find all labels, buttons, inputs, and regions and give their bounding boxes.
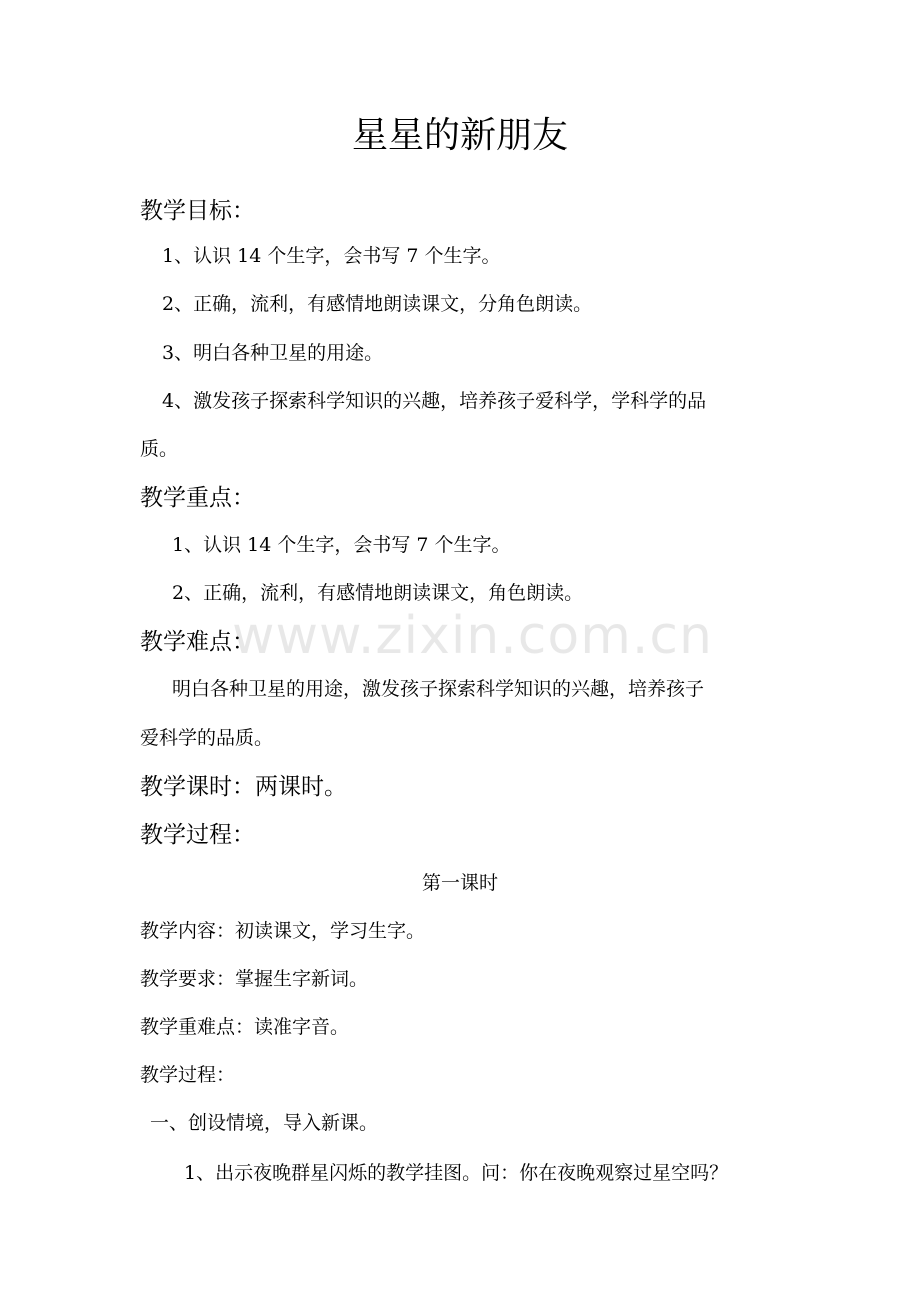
- lesson-subtitle: 第一课时: [421, 872, 498, 894]
- watermark: www.zixin.com.cn: [232, 606, 713, 666]
- difficulties-line-1: 明白各种卫星的用途，激发孩子探索科学知识的兴趣，培养孩子: [172, 678, 705, 700]
- keypoint-item-1: 1、认识 14 个生字，会书写 7 个生字。: [172, 534, 511, 556]
- objective-item-2: 2、正确，流利，有感情地朗读课文，分角色朗读。: [162, 293, 593, 315]
- difficulties-line-2: 爱科学的品质。: [140, 727, 274, 749]
- lesson-step-1: 一、创设情境，导入新课。: [150, 1112, 379, 1134]
- lesson-key-difficulty: 教学重难点：读准字音。: [140, 1016, 350, 1038]
- keypoints-heading: 教学重点：: [140, 485, 255, 511]
- objective-item-4: 4、激发孩子探索科学知识的兴趣，培养孩子爱科学，学科学的品: [162, 390, 707, 412]
- process-heading: 教学过程：: [140, 822, 255, 848]
- difficulties-heading: 教学难点：: [140, 629, 255, 655]
- objective-item-3: 3、明白各种卫星的用途。: [162, 342, 384, 364]
- keypoint-item-2: 2、正确，流利，有感情地朗读课文，角色朗读。: [172, 582, 584, 604]
- lesson-step-1-item-1: 1、出示夜晚群星闪烁的教学挂图。问：你在夜晚观察过星空吗？: [184, 1162, 729, 1184]
- lesson-requirement: 教学要求：掌握生字新词。: [140, 968, 369, 990]
- lesson-process-label: 教学过程：: [140, 1064, 236, 1086]
- document-title: 星星的新朋友: [351, 115, 568, 156]
- lesson-content: 教学内容：初读课文，学习生字。: [140, 920, 426, 942]
- class-hours: 教学课时：两课时。: [140, 774, 347, 800]
- objectives-heading: 教学目标：: [140, 198, 255, 224]
- objective-item-1: 1、认识 14 个生字，会书写 7 个生字。: [162, 245, 501, 267]
- objective-item-4-continued: 质。: [140, 438, 179, 460]
